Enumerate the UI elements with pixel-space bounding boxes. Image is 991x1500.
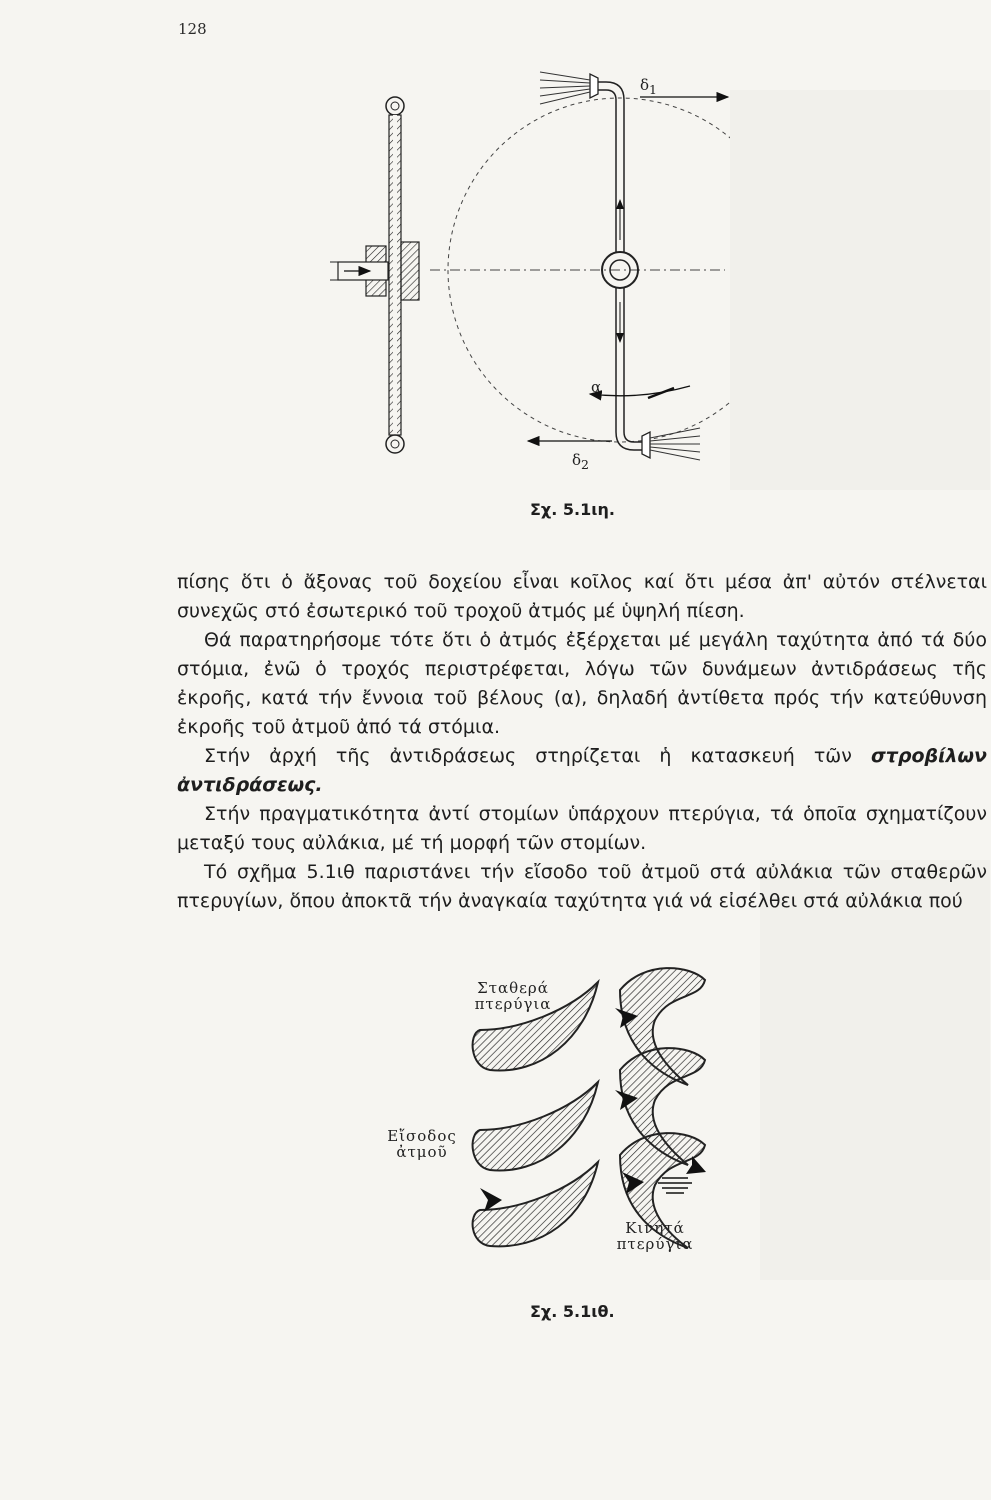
page-number: 128 <box>178 20 207 38</box>
body-text <box>177 568 987 916</box>
moving-blades <box>620 968 705 1248</box>
bleed-through-shade <box>730 90 990 490</box>
steam-jet-bottom <box>650 428 700 460</box>
label-inlet-line2: ἀτμοῦ <box>396 1143 448 1161</box>
paragraph-5: Τό σχῆμα 5.1ιθ παριστάνει τήν εἴσοδο τοῦ ἀτμοῦ στά αὐλάκια τῶν σταθερῶν πτερυγίων, ὅπου ἀποκτᾶ τήν ἀναγκαία ταχύτητα γιά νά εἰσέλθει στά αὐλάκια πού <box>177 861 987 912</box>
term-reaction-turbines: στροβίλων ἀντιδράσεως. <box>177 745 987 796</box>
side-view-hub <box>330 242 419 300</box>
paragraph-3 <box>177 742 987 800</box>
label-inlet-line1: Εἴσοδος <box>387 1127 457 1145</box>
figure-caption-2: Σχ. 5.1ιθ. <box>530 1302 615 1321</box>
label-fixed-blades <box>468 980 558 1012</box>
label-moving-blades <box>605 1220 705 1252</box>
rotation-arrow-alpha <box>590 386 690 396</box>
label-alpha: α <box>591 378 602 396</box>
label-moving-line1: Κινητά <box>625 1219 685 1237</box>
label-fixed-line2: πτερύγια <box>474 995 552 1013</box>
steam-jet-top <box>540 72 590 104</box>
label-moving-line2: πτερύγια <box>616 1235 694 1253</box>
reaction-wheel-diagram <box>300 70 730 520</box>
front-view-arm <box>590 74 650 458</box>
figure-caption-1: Σχ. 5.1ιη. <box>530 500 615 519</box>
label-delta2: $\delta_2$ <box>572 451 589 472</box>
moving-direction-marks <box>658 1178 692 1193</box>
paragraph-1: πίσης ὅτι ὁ ἄξονας τοῦ δοχείου εἶναι κοῖλος καί ὅτι μέσα ἀπ' αὐτόν στέλνεται συνεχῶς στό ἐσωτερικό τοῦ τροχοῦ ἀτμός μέ ὑψηλή πίεση. <box>177 571 987 622</box>
label-fixed-line1: Σταθερά <box>477 979 549 997</box>
bleed-through-shade-2 <box>760 860 990 1280</box>
label-steam-inlet <box>382 1128 462 1160</box>
paragraph-3-text: Στήν ἀρχή τῆς ἀντιδράσεως στηρίζεται ἡ κατασκευή τῶν <box>204 745 871 767</box>
paragraph-2: Θά παρατηρήσομε τότε ὅτι ὁ ἀτμός ἐξέρχεται μέ μεγάλη ταχύτητα ἀπό τά δύο στόμια, ἐνῶ ὁ τροχός περιστρέφεται, λόγω τῶν δυνάμεων ἀντιδράσεως τῆς ἐκροῆς, κατά τήν ἔννοια τοῦ βέλους (α), δηλαδή ἀντίθετα πρός τήν κατεύθυνση ἐκροῆς τοῦ ἀτμοῦ ἀπό τά στόμια. <box>177 629 987 738</box>
paragraph-4: Στήν πραγματικότητα ἀντί στομίων ὑπάρχουν πτερύγια, τά ὁποῖα σχηματίζουν μεταξύ τους αὐλάκια, μέ τή μορφή τῶν στομίων. <box>177 803 987 854</box>
label-delta1: $\delta_1$ <box>640 76 657 97</box>
